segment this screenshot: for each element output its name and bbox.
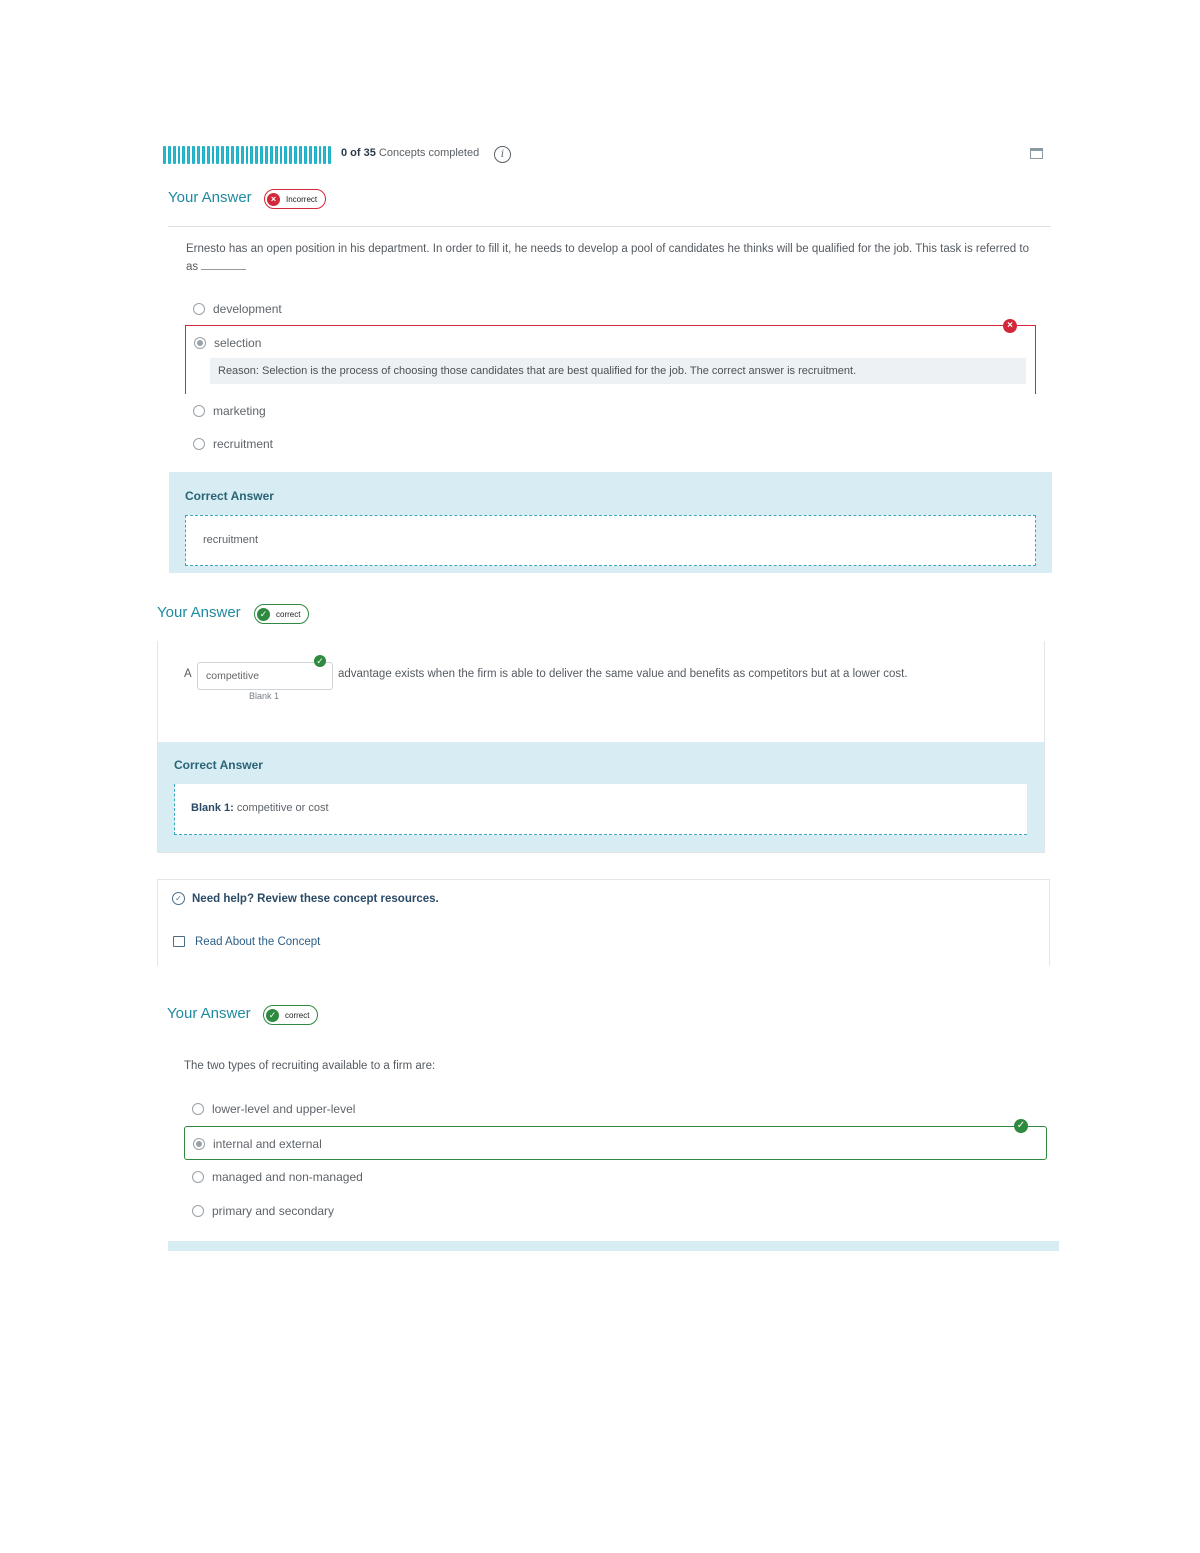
correct-answer-box: [174, 784, 1027, 835]
radio-button-selected[interactable]: [193, 1138, 205, 1150]
help-title: Need help? Review these concept resources.: [192, 893, 439, 905]
check-icon: ✓: [266, 1009, 279, 1022]
radio-button[interactable]: [193, 303, 205, 315]
status-badge-label: correct: [285, 1010, 310, 1020]
progress-label: Concepts completed: [378, 147, 480, 159]
blank-1-input[interactable]: competitive: [197, 662, 333, 690]
option-marketing[interactable]: [193, 404, 266, 418]
option-label: primary and secondary: [212, 1204, 335, 1218]
sentence-end: advantage exists when the firm is able to deliver the same value and benefits as competitors but at a lower cost.: [338, 668, 908, 680]
answer-blank-line: [201, 260, 246, 270]
your-answer-heading: Your Answer: [157, 604, 241, 621]
correct-answer-title: Correct Answer: [174, 758, 263, 772]
correct-answer-panel: [168, 1241, 1059, 1251]
option-label: development: [213, 302, 282, 316]
progress-text: [341, 147, 479, 159]
option-managed-non-managed[interactable]: [192, 1170, 363, 1184]
status-badge-label: correct: [276, 609, 301, 619]
correct-icon: ✓: [1014, 1119, 1028, 1133]
divider: [168, 226, 1051, 227]
option-label: selection: [214, 336, 262, 350]
option-internal-external[interactable]: [193, 1137, 322, 1151]
correct-answer-box: [185, 515, 1036, 566]
read-about-concept-link[interactable]: Read About the Concept: [195, 936, 321, 948]
progress-count: 0 of 35: [341, 147, 376, 159]
option-lower-upper-level[interactable]: [192, 1102, 355, 1116]
radio-button[interactable]: [193, 405, 205, 417]
sentence-start: A: [184, 668, 192, 680]
question-prompt-text: Ernesto has an open position in his department. In order to fill it, he needs to develop a pool of candidates he thinks will be qualified for the job. This task is referred to as: [186, 243, 1029, 273]
correct-answer-value: competitive or cost: [236, 802, 329, 814]
x-icon: ×: [267, 193, 280, 206]
radio-button[interactable]: [192, 1171, 204, 1183]
status-badge-correct: [254, 604, 309, 624]
option-primary-secondary[interactable]: [192, 1204, 334, 1218]
correct-icon: ✓: [314, 655, 326, 667]
option-label: internal and external: [213, 1137, 322, 1151]
option-label: marketing: [213, 404, 266, 418]
question-prompt: [186, 240, 1031, 276]
option-label: recruitment: [213, 437, 274, 451]
progress-bar: [163, 146, 331, 164]
option-recruitment[interactable]: [193, 437, 273, 451]
help-icon: ✓: [172, 892, 185, 905]
book-icon: [173, 936, 185, 947]
radio-button-selected[interactable]: [194, 337, 206, 349]
check-icon: ✓: [257, 608, 270, 621]
your-answer-heading: Your Answer: [167, 1005, 251, 1022]
radio-button[interactable]: [192, 1205, 204, 1217]
blank-label: Blank 1: [249, 691, 280, 701]
option-selection[interactable]: [194, 336, 261, 350]
answer-reason: Reason: Selection is the process of choosing those candidates that are best qualified for the job. The correct answer is recruitment.: [210, 358, 1026, 384]
correct-answer-value: recruitment: [203, 534, 259, 546]
correct-blank-label: Blank 1:: [191, 802, 234, 814]
option-development[interactable]: [193, 302, 282, 316]
option-label: managed and non-managed: [212, 1170, 363, 1184]
calendar-icon[interactable]: [1030, 148, 1043, 159]
status-badge-label: Incorrect: [286, 194, 318, 204]
incorrect-icon: ×: [1003, 319, 1017, 333]
your-answer-heading: Your Answer: [168, 189, 252, 206]
correct-answer-title: Correct Answer: [185, 489, 274, 503]
info-icon[interactable]: i: [494, 146, 511, 163]
option-label: lower-level and upper-level: [212, 1102, 356, 1116]
radio-button[interactable]: [193, 438, 205, 450]
status-badge-correct: [263, 1005, 318, 1025]
radio-button[interactable]: [192, 1103, 204, 1115]
question-prompt: The two types of recruiting available to a firm are:: [184, 1060, 436, 1072]
status-badge-incorrect: [264, 189, 326, 209]
